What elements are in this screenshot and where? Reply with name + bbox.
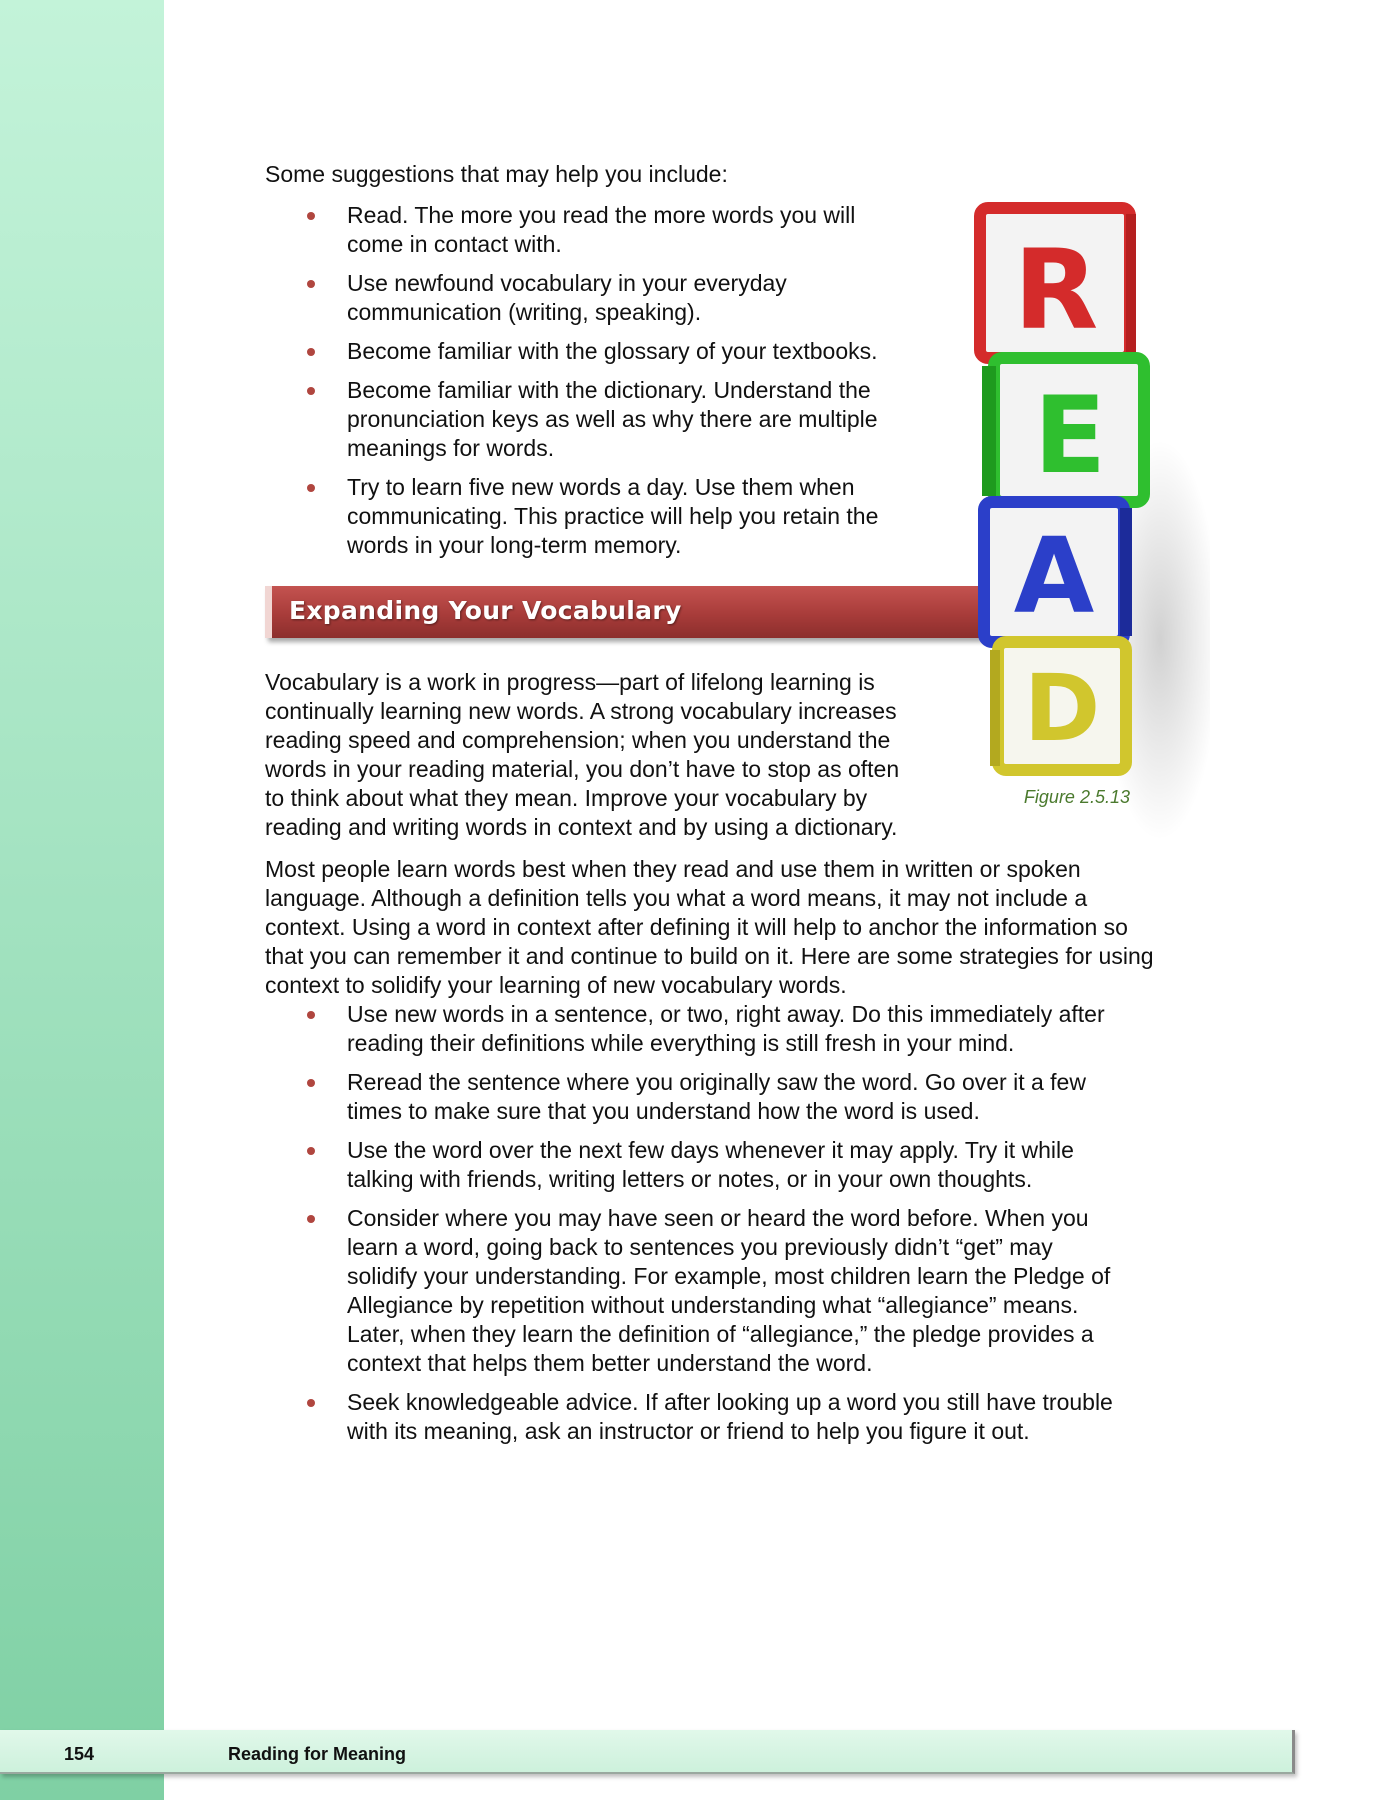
section-title: Expanding Your Vocabulary: [289, 596, 682, 625]
running-title: Reading for Meaning: [228, 1744, 407, 1764]
page-number: 154: [64, 1744, 95, 1764]
block-d: [990, 642, 1126, 770]
suggestions-intro: Some suggestions that may help you include:: [265, 161, 728, 187]
list-item: Try to learn five new words a day. Use them when communicating. This practice will help you retain the words in your long-term memory.: [265, 473, 905, 560]
block-a: [984, 502, 1132, 642]
list-item: Use the word over the next few days whenever it may apply. Try it while talking with friends, writing letters or notes, or in your own thoughts.: [265, 1136, 1125, 1194]
list-item: Use new words in a sentence, or two, right away. Do this immediately after reading their definitions while everything is still fresh in your mind.: [265, 1000, 1125, 1058]
list-item: Become familiar with the glossary of your textbooks.: [265, 337, 905, 366]
list-item: Use newfound vocabulary in your everyday communication (writing, speaking).: [265, 269, 905, 327]
section-heading-bar: [265, 586, 1015, 638]
list-item: Become familiar with the dictionary. Understand the pronunciation keys as well as why there are multiple meanings for words.: [265, 376, 905, 463]
suggestions-list: [265, 201, 905, 560]
block-e: [982, 358, 1144, 502]
read-blocks-figure: [970, 200, 1210, 840]
list-item: Seek knowledgeable advice. If after looking up a word you still have trouble with its meaning, ask an instructor or friend to help you figure it out.: [265, 1388, 1125, 1446]
strategies-list: [265, 1000, 1125, 1446]
list-item: Consider where you may have seen or heard the word before. When you learn a word, going back to sentences you previously didn’t “get” may solidify your understanding. For example, most children learn the Pledge of Allegiance by repetition without understanding what “allegiance” means. Later, when they learn the definition of “allegiance,” the pledge provides a context that helps them better understand the word.: [265, 1204, 1125, 1378]
block-letter: A: [1013, 515, 1095, 637]
footer-bar: [0, 1730, 1295, 1774]
figure-caption: Figure 2.5.13: [1023, 787, 1130, 807]
paragraph-context: Most people learn words best when they read and use them in written or spoken language. Although a definition tells you what a word means, it may not include a context. Using a word in context after defining it will help to anchor the information so that you can remember it and continue to build on it. Here are some strategies for using context to solidify your learning of new vocabulary words.: [265, 856, 1154, 998]
block-letter: D: [1023, 655, 1101, 762]
list-item: Read. The more you read the more words you will come in contact with.: [265, 201, 905, 259]
block-letter: R: [1013, 226, 1099, 354]
side-color-strip: [0, 0, 164, 1800]
block-letter: E: [1033, 374, 1107, 497]
block-r: [980, 208, 1136, 358]
list-item: Reread the sentence where you originally saw the word. Go over it a few times to make sure that you understand how the word is used.: [265, 1068, 1125, 1126]
paragraph-vocabulary: Vocabulary is a work in progress—part of lifelong learning is continually learning new words. A strong vocabulary increases reading speed and comprehension; when you understand the words in your reading material, you don’t have to stop as often to think about what they mean. Improve your vocabulary by reading and writing words in context and by using a dictionary.: [265, 669, 900, 840]
